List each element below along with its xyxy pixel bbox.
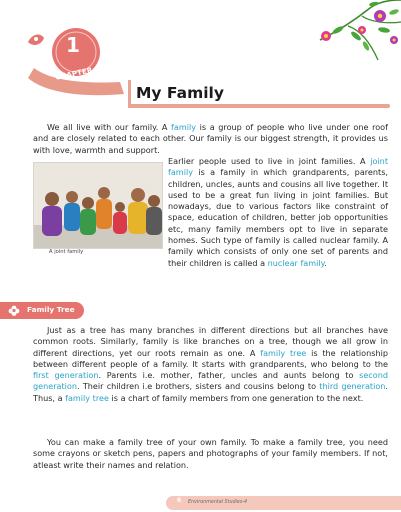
keyword-second-generation: second generation [33, 370, 388, 392]
keyword-family: family [171, 122, 197, 132]
chapter-number: 1 [66, 33, 80, 57]
tree-text-5: . Thus, a [33, 381, 388, 403]
keyword-family-tree: family tree [260, 347, 307, 358]
joint-family-photo [33, 162, 163, 249]
joint-family-paragraph-side [168, 156, 388, 269]
book-title: Environmental Studies-4 [188, 500, 248, 505]
page-title: My Family [136, 84, 224, 102]
joint-text-1: Earlier people used to live in joint families. A [168, 156, 371, 166]
floral-vine-decoration [300, 0, 401, 62]
family-photo-illustration [34, 163, 162, 248]
intro-paragraph [33, 122, 388, 156]
tree-text-1: Just as a tree has many branches in different directions but all branches have common roots. Similarly, family is like branches on a tree, though we all grow in different directions, yet our roots remain as one. A [33, 325, 388, 358]
tree-text-3: . Parents i.e. mother, father, uncles and aunts belong to [98, 370, 360, 381]
keyword-family-tree-2: family tree [65, 392, 109, 403]
page-number: 6 [177, 497, 182, 504]
keyword-joint-family: joint family [168, 156, 388, 178]
tree-text-2: is the relationship between different people of a family. It starts with grandparents, who belong to the [33, 347, 388, 369]
joint-text-3: . [324, 257, 327, 268]
photo-caption: A joint family [49, 249, 84, 255]
tree-text-6: is a chart of family members from one generation to the next. [108, 392, 364, 403]
section-title: Family Tree [27, 305, 75, 314]
intro-text-1: We all live with our family. A [47, 122, 172, 132]
family-tree-paragraph [33, 325, 388, 404]
keyword-third-generation: third generation [319, 381, 386, 392]
keyword-nuclear-family: nuclear family [267, 257, 325, 268]
chapter-label: CHAPTER [54, 66, 94, 82]
flower-icon [8, 305, 20, 316]
intro-text-2: is a group of people who live under one roof and are closely related to each other. Our family is our biggest strength, it provides us with love, warmth and support. [33, 122, 388, 155]
tree-text-4: . Their children i.e brothers, sisters and cousins belong to [77, 381, 320, 392]
make-family-tree-paragraph: You can make a family tree of your own family. To make a family tree, you need some crayons or sketch pens, papers and photographs of your family members. If not, atleast write their names and relation. [33, 437, 388, 470]
joint-text-2: is a family in which grandparents, parents, children, uncles, aunts and cousins all live together. It used to be a great fun living in joint families. But nowadays, due to various factors like constraint of space, education of children, better job opportunities etc, many family members opt to live in separate homes. Such type of family is called nuclear family. A family which consists of only one set of parents and their children is called a [168, 167, 388, 268]
title-underline [128, 104, 390, 108]
keyword-first-generation: first generation [33, 370, 99, 381]
